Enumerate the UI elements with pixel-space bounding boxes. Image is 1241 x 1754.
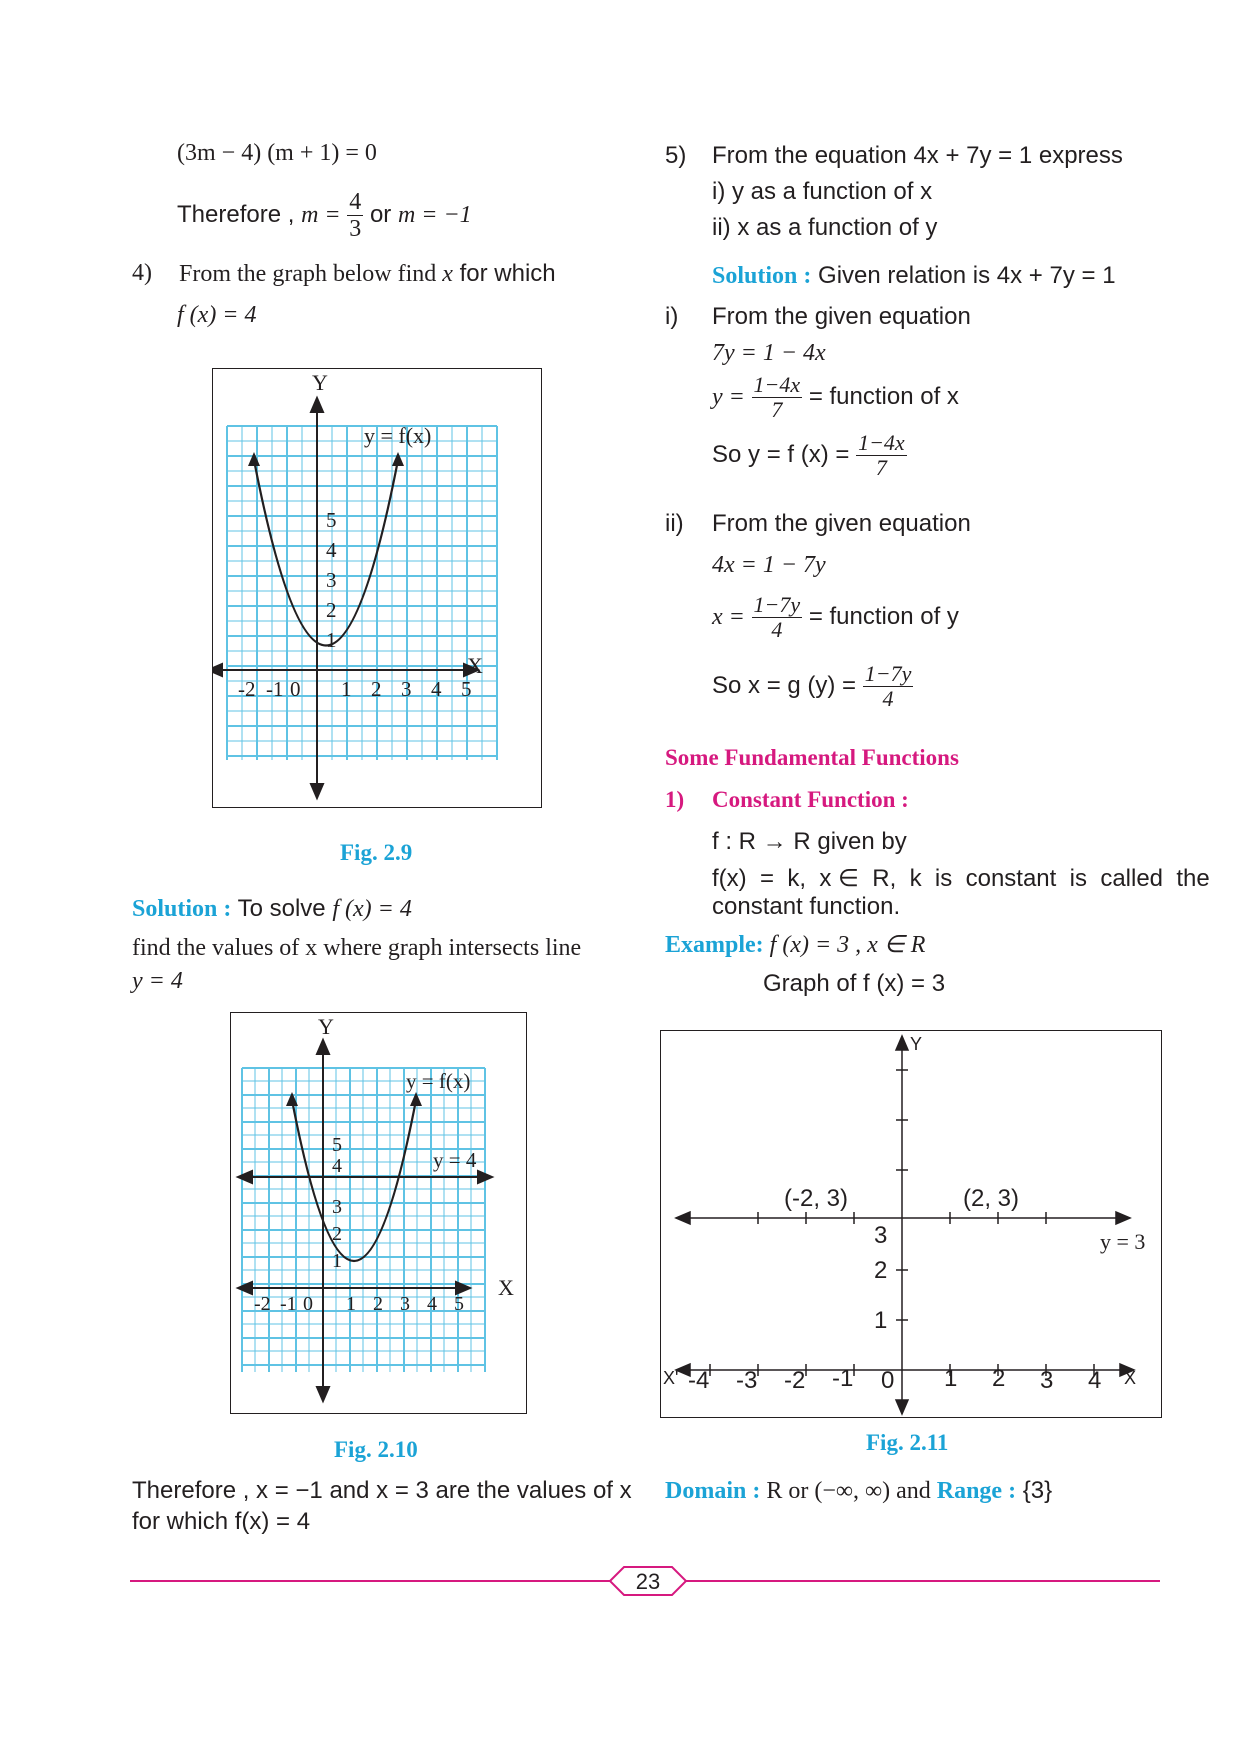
part-i-number: i) [665,303,679,330]
y-axis-arrow-icon [896,1036,908,1050]
fraction-four-thirds [347,190,363,241]
solution-fx: f (x) = 4 [332,896,412,922]
point-label-left: (-2, 3) [784,1185,849,1212]
y-axis-arrow-icon [317,1040,329,1054]
x-tick-label: -2 [254,1293,271,1315]
part-ii-equation: 4x = 1 − 7y [712,552,826,578]
y-axis-arrow-down-icon [311,784,323,798]
question-4-text [179,260,556,288]
x-tick-label: 1 [341,677,352,701]
x-tick-label: 2 [373,1293,383,1315]
domain-range-line [665,1477,1052,1505]
question-5-text: From the equation 4x + 7y = 1 express [712,142,1123,169]
function-of-y-text: = function of y [808,602,959,630]
x-tick-label: -1 [266,677,284,701]
x-tick-label: -2 [784,1367,806,1394]
x-tick-label: -3 [736,1367,758,1394]
so-x-equals: So x = g (y) = [712,671,857,699]
x-tick-label: 0 [881,1367,895,1394]
fraction-denominator: 4 [771,617,783,642]
x-tick-label: 0 [290,677,301,701]
x-equals: x = [712,603,745,630]
fraction-numerator: 1−4x [753,372,801,397]
question-5-part-ii: ii) x as a function of y [712,214,938,241]
question-4-tail: for which [452,260,556,287]
domain-text: R or (−∞, ∞) and [760,1478,937,1504]
x-axis-label: X [467,653,483,678]
question-4-x: x [442,261,453,287]
line-y-equals-4: y = 4 [132,968,183,994]
y-tick-label: 1 [326,628,337,652]
x-tick-label: -2 [238,677,256,701]
x-tick-label: 5 [454,1293,464,1315]
y-tick-label: 1 [874,1307,888,1334]
x-tick-label: 1 [346,1293,356,1315]
fraction-denominator: 7 [875,455,887,480]
example-text: f (x) = 3 , x ∈ R [763,932,926,958]
y-tick-label: 2 [332,1223,342,1245]
x-tick-label: 4 [427,1293,437,1315]
figure-2-10-graph [230,1012,527,1414]
x-tick-label: -4 [688,1367,710,1394]
x-tick-label: 2 [992,1365,1006,1392]
x-tick-label: 1 [944,1365,958,1392]
part-ii-so-line [712,663,913,710]
x-axis-negative-label: X' [663,1368,679,1388]
y-tick-label: 1 [332,1250,342,1272]
parabola-curve [292,1100,416,1261]
so-y-equals: So y = f (x) = [712,440,850,468]
or-text: or [369,200,398,228]
x-tick-label: -1 [832,1365,854,1392]
x-tick-label: 4 [431,677,442,701]
line-label: y = 4 [433,1148,477,1172]
y-axis-label: Y [318,1014,334,1039]
y-tick-label: 5 [326,508,337,532]
solution-label: Solution : [132,896,232,922]
x-tick-label: 3 [400,1293,410,1315]
x-tick-label: 5 [461,677,472,701]
constant-function-definition-end: constant function. [712,893,901,920]
question-4-condition: f (x) = 4 [177,302,257,328]
figure-2-9-graph [212,368,542,808]
page-number: 23 [635,1569,661,1594]
question-5-part-i: i) y as a function of x [712,178,933,205]
part-i-text: From the given equation [712,303,971,330]
equation-factored: (3m − 4) (m + 1) = 0 [177,140,377,166]
question-4-lead: From the graph below find [179,261,443,287]
fraction-denominator: 3 [349,216,362,242]
footer-rule [130,1564,1160,1598]
x-tick-label: 2 [371,677,382,701]
constant-function-definition: f(x) = k, x ∈ R, k is constant is called the [712,865,1210,892]
x-tick-label: -1 [280,1293,297,1315]
line-arrow-left-icon [676,1212,690,1224]
y-tick-label: 4 [326,538,337,562]
grid [227,426,497,760]
y-tick-label: 3 [326,568,337,592]
solution-text: To solve [231,895,333,922]
fraction-numerator: 1−4x [858,430,905,455]
line-label: y = 3 [1100,1229,1146,1254]
fraction-denominator: 7 [771,397,783,422]
figure-2-10-caption: Fig. 2.10 [334,1437,418,1462]
fraction-numerator: 1−7y [753,592,801,617]
fraction-numerator: 4 [349,189,362,215]
m-equals-minus-one: m = −1 [397,201,472,228]
line-arrow-left-icon [238,1171,252,1183]
y-tick-label: 4 [332,1155,342,1177]
figure-2-9-caption: Fig. 2.9 [340,840,413,865]
fraction-1-7y-over-4 [863,663,914,710]
solution-line-left [132,895,412,923]
curve-label: y = f(x) [406,1069,471,1093]
y-equals: y = [712,383,745,410]
part-ii-x-function [712,594,959,641]
function-mapping: f : R → R given by [712,828,907,855]
line-arrow-right-icon [1116,1212,1130,1224]
part-i-equation: 7y = 1 − 4x [712,340,826,366]
curve-label: y = f(x) [364,423,432,448]
fraction-1-7y-over-4 [752,594,803,641]
figure-2-11-graph [660,1030,1162,1418]
solution-line-right [712,262,1116,290]
range-label: Range : [936,1478,1017,1504]
y-axis-arrow-icon [311,398,323,412]
x-axis-arrow-left-icon [212,664,222,676]
therefore-conclusion: Therefore , x = −1 and x = 3 are the values of x [132,1477,632,1504]
curve-arrow-left-icon [248,452,260,466]
solution-text: Given relation is 4x + 7y = 1 [811,262,1116,289]
fraction-numerator: 1−7y [864,661,912,686]
therefore-text: Therefore , [177,200,302,228]
x-tick-label: 3 [1040,1367,1054,1394]
for-which-line: for which f(x) = 4 [132,1508,311,1535]
y-tick-label: 2 [326,598,337,622]
x-tick-label: 4 [1088,1367,1102,1394]
y-tick-label: 5 [332,1134,342,1156]
x-tick-label: 3 [401,677,412,701]
question-5-number: 5) [665,142,687,169]
part-i-so-line [712,432,907,479]
solution-label: Solution : [712,263,812,289]
part-ii-number: ii) [665,510,684,537]
x-axis-label: X [498,1275,514,1300]
y-axis-arrow-down-icon [317,1387,329,1401]
range-text: {3} [1016,1477,1053,1504]
graph-of-caption: Graph of f (x) = 3 [763,970,946,997]
part-i-y-function [712,374,959,421]
figure-2-11-caption: Fig. 2.11 [866,1430,949,1455]
y-tick-label: 3 [874,1222,888,1249]
example-label: Example: [665,932,764,958]
find-values-text: find the values of x where graph intersects line [132,935,582,961]
question-4-number: 4) [132,260,152,286]
function-of-x-text: = function of x [808,382,959,410]
curve-arrow-right-icon [392,452,404,466]
therefore-m-line [177,190,472,241]
example-line [665,930,925,959]
y-axis-label: Y [312,370,328,395]
section-title: Some Fundamental Functions [665,745,959,770]
y-tick-label: 3 [332,1196,342,1218]
y-tick-label: 2 [874,1257,888,1284]
x-axis-label: X [1124,1368,1137,1388]
fraction-1-4x-over-7 [856,432,907,479]
y-axis-arrow-down-icon [896,1400,908,1414]
constant-function-number: 1) [665,787,685,812]
domain-label: Domain : [665,1478,761,1504]
x-tick-label: 0 [303,1293,313,1315]
m-equals: m = [301,201,341,228]
fraction-denominator: 4 [882,686,894,711]
constant-function-title: Constant Function : [712,787,909,812]
point-label-right: (2, 3) [963,1185,1020,1212]
grid [242,1068,485,1372]
part-ii-text: From the given equation [712,510,971,537]
fraction-1-4x-over-7 [752,374,803,421]
y-axis-label: Y [910,1034,923,1054]
